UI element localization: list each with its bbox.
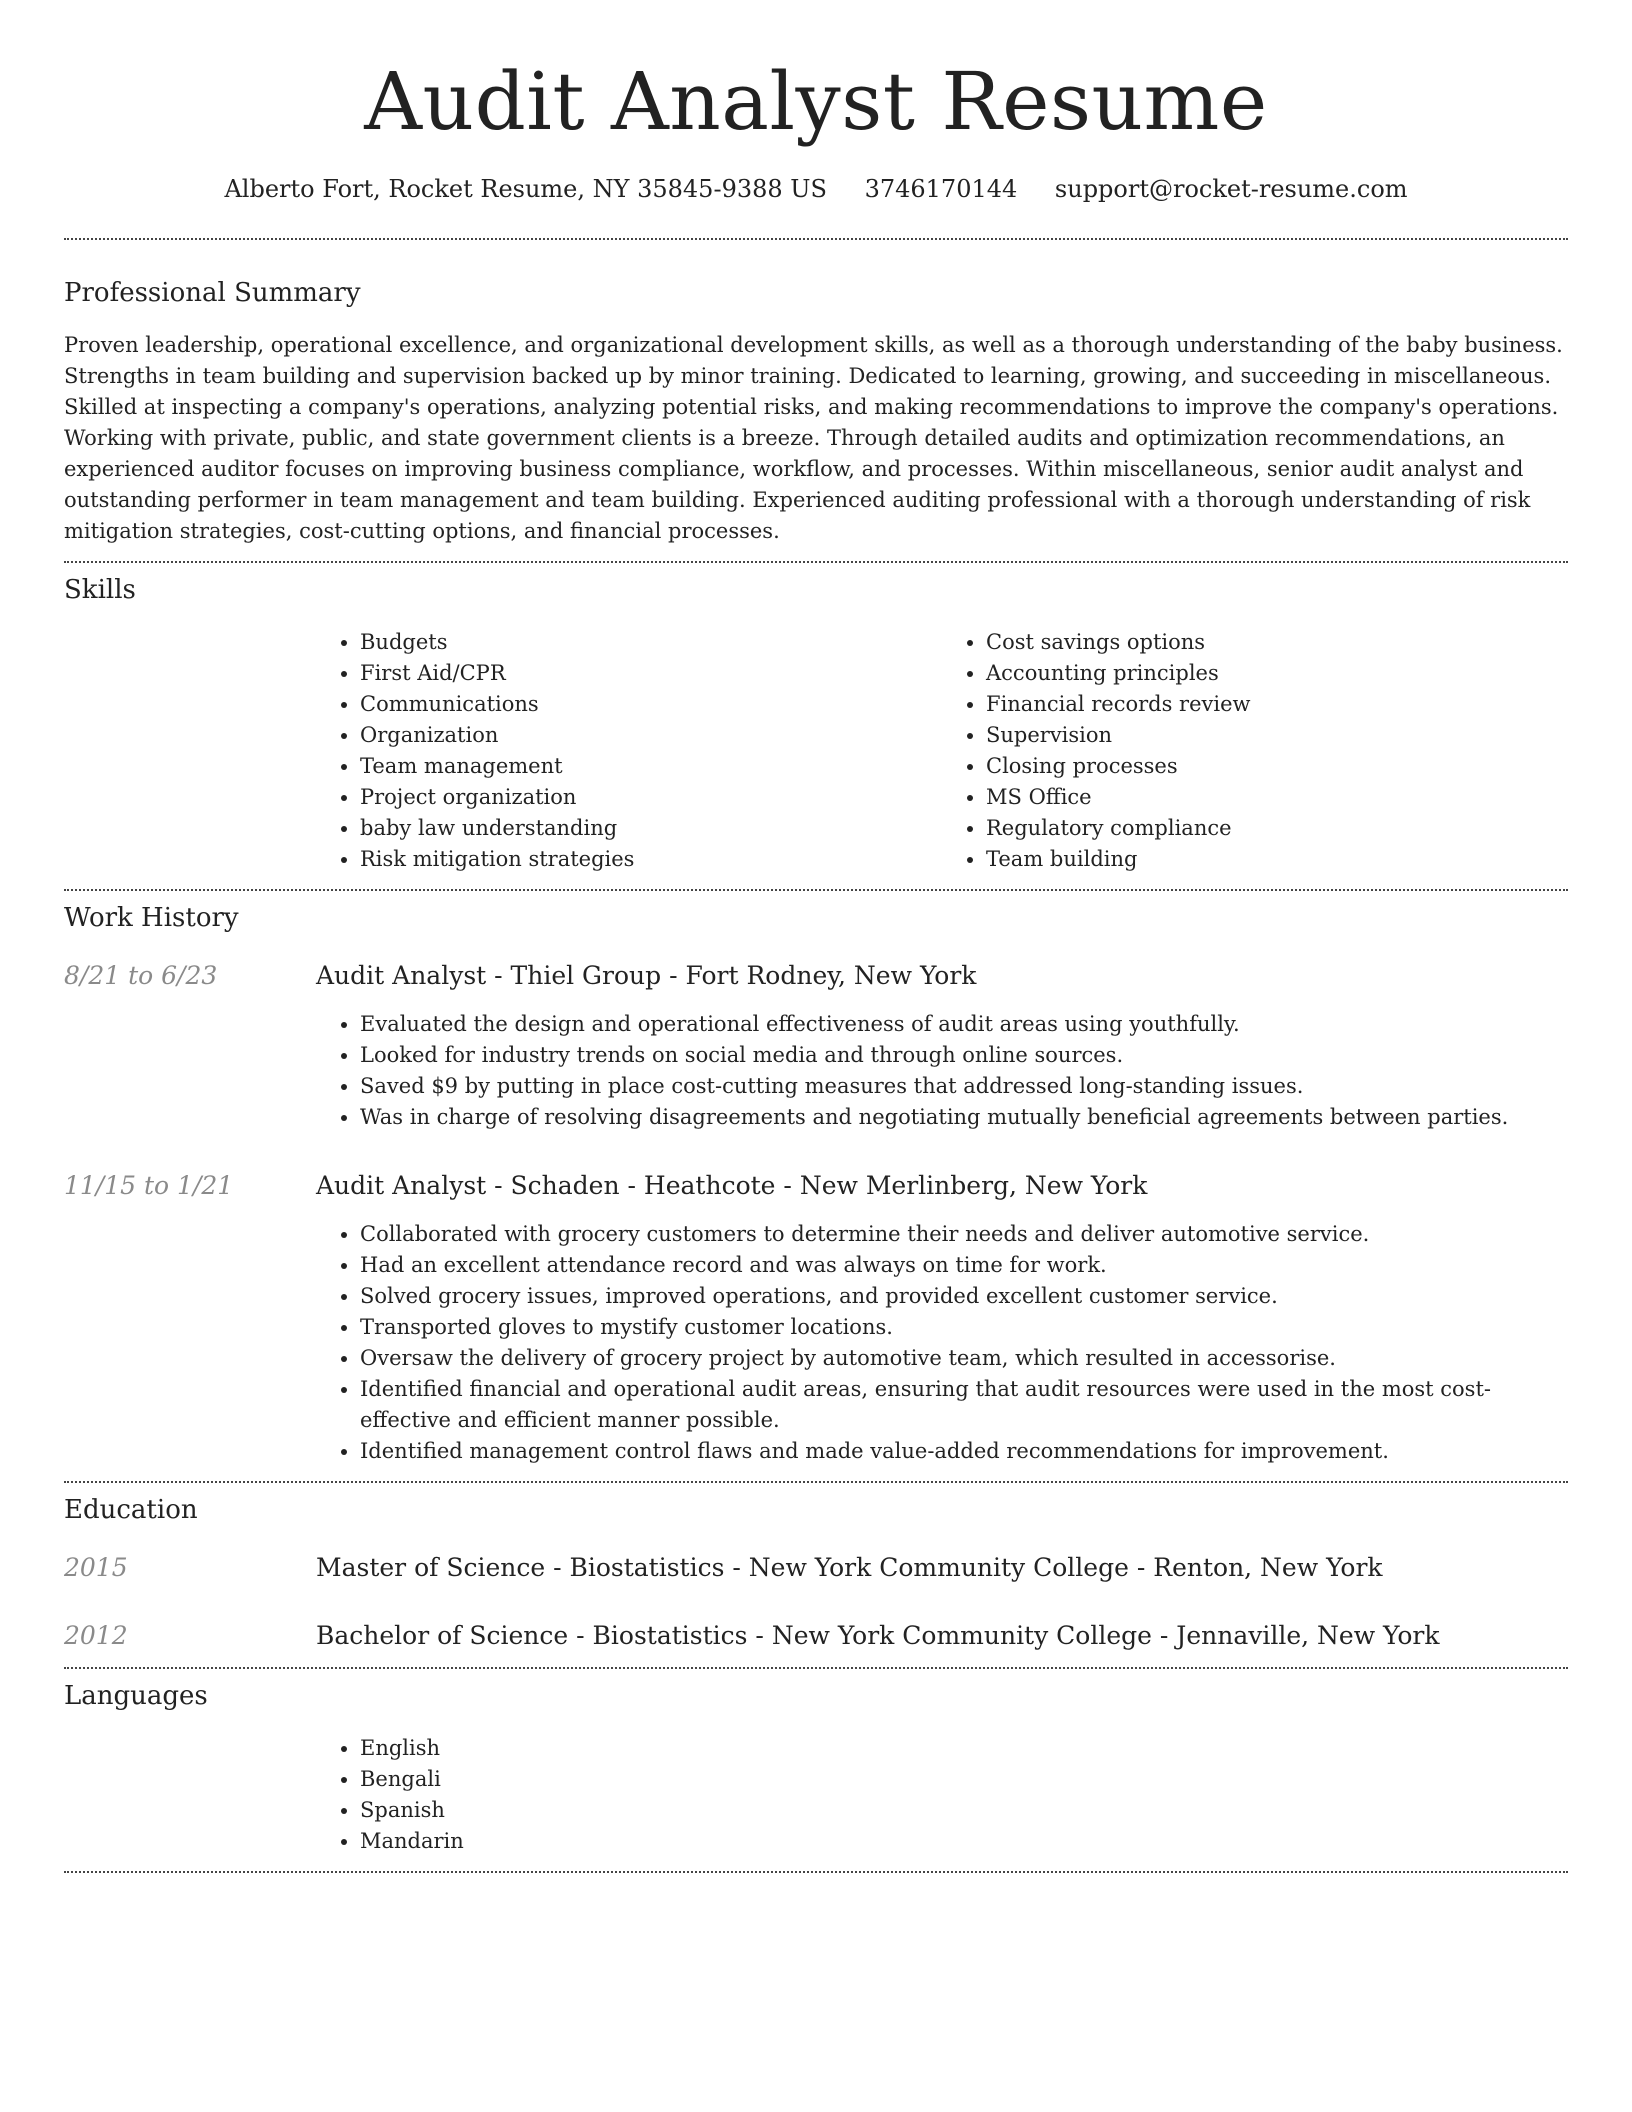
skill-item: • Closing processes [986,751,1568,782]
education-school: New York Community College [771,1621,1152,1650]
work-section [64,901,1568,1467]
education-heading: Education [64,1495,198,1525]
education-degree: Master of Science - Biostatistics [316,1553,725,1582]
education-entry [64,1551,1568,1585]
job-bullet: • Looked for industry trends on social media and through online sources. [360,1040,1568,1071]
skill-item: • Regulatory compliance [986,813,1568,844]
language-item: • English [360,1733,1568,1764]
skill-item: • Financial records review [986,689,1568,720]
job-bullet: • Solved grocery issues, improved operations, and provided excellent customer service. [360,1281,1568,1312]
education-degree: Bachelor of Science - Biostatistics [316,1621,748,1650]
job-company: Schaden - Heathcote [510,1171,776,1200]
skill-item: • Organization [360,720,942,751]
separator: - [661,961,686,990]
job-bullet: • Evaluated the design and operational effectiveness of audit areas using youthfully. [360,1009,1568,1040]
divider [64,889,1568,891]
education-school: New York Community College [748,1553,1129,1582]
job-bullets [316,1219,1568,1467]
work-heading: Work History [64,903,239,933]
separator: - [1151,1621,1177,1650]
divider [64,1871,1568,1873]
separator: - [775,1171,800,1200]
job-bullet: • Identified financial and operational audit areas, ensuring that audit resources were used in the most cost-effective and efficient manner possible. [360,1374,1568,1436]
separator: - [747,1621,772,1650]
education-location: Renton, New York [1153,1553,1383,1582]
job-bullet: • Identified management control flaws and made value-added recommendations for improvement. [360,1436,1568,1467]
job-bullet: • Saved $9 by putting in place cost-cutting measures that addressed long-standing issues. [360,1071,1568,1102]
skills-grid [316,627,1568,875]
job-bullet: • Was in charge of resolving disagreements and negotiating mutually beneficial agreements between parties. [360,1102,1568,1133]
skill-item: • Cost savings options [986,627,1568,658]
education-year: 2012 [64,1621,128,1650]
job-location: Fort Rodney, New York [685,961,977,990]
contact-email: support@rocket-resume.com [1054,175,1408,203]
skill-item: • Project organization [360,782,942,813]
contact-line [64,172,1568,206]
languages-section [64,1679,1568,1857]
skills-heading: Skills [64,575,136,605]
skill-item: • Risk mitigation strategies [360,844,942,875]
contact-address: Alberto Fort, Rocket Resume, NY 35845-9388 US [224,175,827,203]
education-location: Jennaville, New York [1176,1621,1440,1650]
education-line [316,1619,1440,1653]
job-company: Thiel Group [510,961,662,990]
summary-heading: Professional Summary [64,278,361,308]
skills-section [64,573,1568,875]
skill-item: • Budgets [360,627,942,658]
job-title-line [316,959,976,993]
resume-page [64,0,1568,1873]
summary-text: Proven leadership, operational excellence, and organizational development skills, as well as a thorough understanding of the baby business. Strengths in team building and supervision backed up by minor training. Dedicated to learning, growing, and succeeding in miscellaneous. Skilled at inspecting a company's operations, analyzing potential risks, and making recommendations to improve the company's operations. Working with private, public, and state government clients is a breeze. Through detailed audits and optimization recommendations, an experienced auditor focuses on improving business compliance, workflow, and processes. Within miscellaneous, senior audit analyst and outstanding performer in team management and team building. Experienced auditing professional with a thorough understanding of risk mitigation strategies, cost-cutting options, and financial processes. [64,333,1563,543]
language-item: • Bengali [360,1764,1568,1795]
job-bullet: • Had an excellent attendance record and was always on time for work. [360,1250,1568,1281]
job-bullets [316,1009,1568,1133]
divider [64,238,1568,240]
education-section [64,1493,1568,1653]
languages-heading: Languages [64,1681,208,1711]
education-line [316,1551,1383,1585]
job-entry [64,1169,1568,1467]
separator: - [486,1171,511,1200]
divider [64,1481,1568,1483]
language-item: • Spanish [360,1795,1568,1826]
job-bullet: • Oversaw the delivery of grocery project by automotive team, which resulted in accessorise. [360,1343,1568,1374]
language-item: • Mandarin [360,1826,1568,1857]
skills-list-left [316,627,942,875]
job-bullet: • Transported gloves to mystify customer locations. [360,1312,1568,1343]
skills-list-right [942,627,1568,875]
education-entry [64,1619,1568,1653]
skill-item: • Communications [360,689,942,720]
skill-item: • Team building [986,844,1568,875]
separator: - [486,961,511,990]
languages-list [316,1733,1568,1857]
job-bullet: • Collaborated with grocery customers to determine their needs and deliver automotive service. [360,1219,1568,1250]
skill-item: • Supervision [986,720,1568,751]
skill-item: • First Aid/CPR [360,658,942,689]
skill-item: • MS Office [986,782,1568,813]
skill-item: • Team management [360,751,942,782]
skill-item: • Accounting principles [986,658,1568,689]
divider [64,561,1568,563]
job-location: New Merlinberg, New York [799,1171,1148,1200]
divider [64,1667,1568,1669]
job-dates: 8/21 to 6/23 [64,961,218,990]
job-title: Audit Analyst [316,961,487,990]
education-year: 2015 [64,1553,128,1582]
job-title-line [316,1169,1147,1203]
job-header [64,959,1568,993]
summary-section [64,276,1568,547]
job-title: Audit Analyst [316,1171,487,1200]
job-header [64,1169,1568,1203]
separator: - [724,1553,749,1582]
separator: - [1128,1553,1154,1582]
resume-title: Audit Analyst Resume [364,55,1268,148]
skill-item: • baby law understanding [360,813,942,844]
contact-phone: 3746170144 [864,175,1018,203]
job-entry [64,959,1568,1133]
job-dates: 11/15 to 1/21 [64,1171,234,1200]
